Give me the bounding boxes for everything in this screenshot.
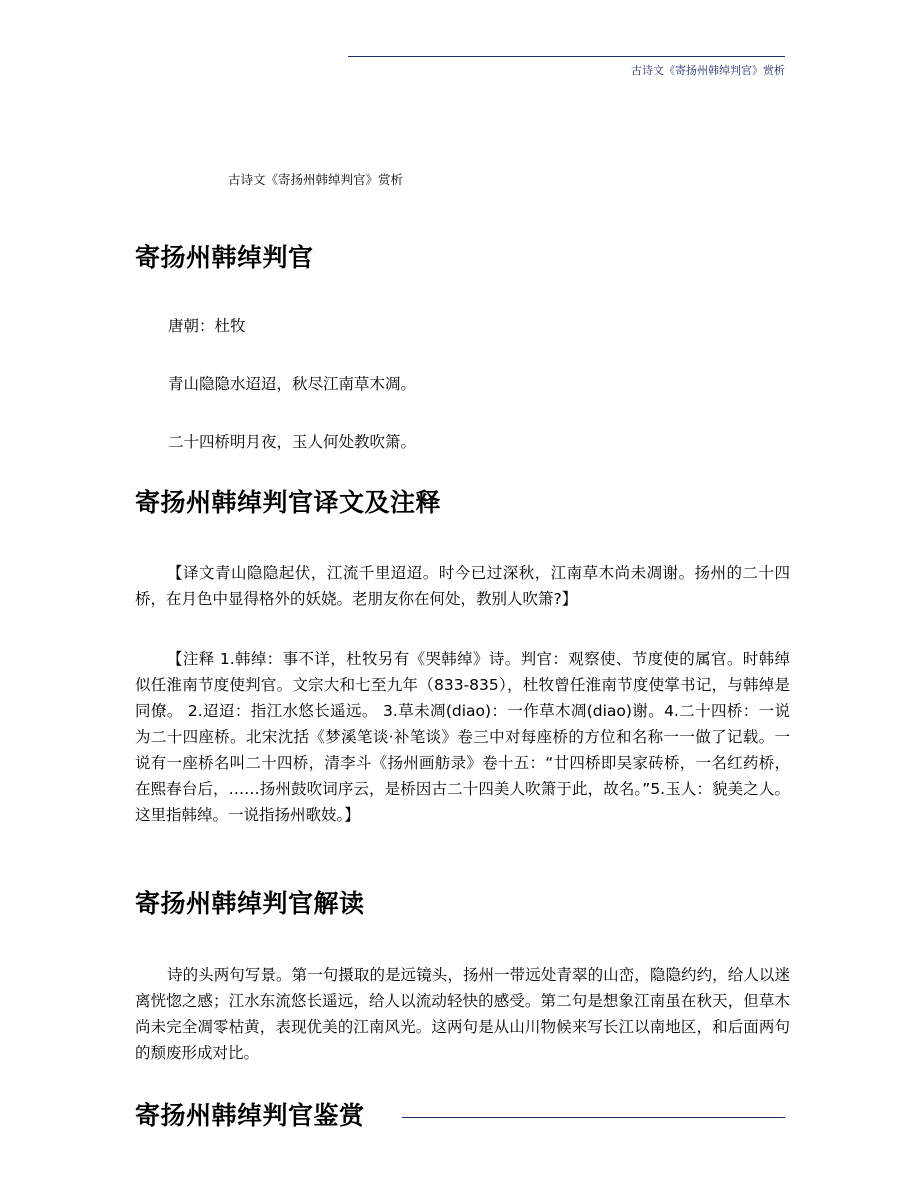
footer-rule (402, 1117, 785, 1118)
translation-paragraph: 【译文青山隐隐起伏，江流千里迢迢。时今已过深秋，江南草木尚未凋谢。扬州的二十四桥，在月色中显得格外的妖娆。老朋友你在何处，教别人吹箫?】 (135, 564, 790, 608)
running-header: 古诗文《寄扬州韩绰判官》赏析 (631, 64, 785, 77)
header-rule (348, 56, 785, 57)
poem-heading: 寄扬州韩绰判官 (135, 243, 314, 272)
interpretation-paragraph: 诗的头两句写景。第一句摄取的是远镜头，扬州一带远处青翠的山峦，隐隐约约，给人以迷离恍惚之感；江水东流悠长遥远，给人以流动轻快的感受。第二句是想象江南虽在秋天，但草木尚未完全凋零枯黄，表现优美的江南风光。这两句是从山川物候来写长江以南地区，和后面两句的颓废形成对比。 (135, 966, 790, 1062)
poem-line-1: 青山隐隐水迢迢，秋尽江南草木凋。 (168, 375, 417, 393)
interpretation-heading: 寄扬州韩绰判官解读 (135, 889, 365, 918)
poem-line-2: 二十四桥明月夜，玉人何处教吹箫。 (168, 433, 417, 451)
document-subtitle: 古诗文《寄扬州韩绰判官》赏析 (228, 172, 404, 187)
translation-heading: 寄扬州韩绰判官译文及注释 (135, 488, 442, 517)
notes-paragraph: 【注释 1.韩绰：事不详，杜牧另有《哭韩绰》诗。判官：观察使、节度使的属官。时韩绰似任淮南节度使判官。文宗大和七至九年（833-835），杜牧曾任淮南节度使掌书记，与韩绰是同僚。 2.迢迢：指江水悠长遥远。 3.草未凋(diao)：一作草木凋(diao)谢。4.二十四桥：一说为二十四座桥。北宋沈括《梦溪笔谈·补笔谈》卷三中对每座桥的方位和名称一一做了记载。一说有一座桥名叫二十四桥，清李斗《扬州画舫录》卷十五：“廿四桥即吴家砖桥，一名红药桥，在熙春台后，……扬州鼓吹词序云，是桥因古二十四美人吹箫于此，故名。”5.玉人：貌美之人。这里指韩绰。一说指扬州歌妓。】 (135, 650, 790, 824)
author-line: 唐朝：杜牧 (168, 317, 246, 335)
appreciation-heading: 寄扬州韩绰判官鉴赏 (135, 1101, 365, 1130)
